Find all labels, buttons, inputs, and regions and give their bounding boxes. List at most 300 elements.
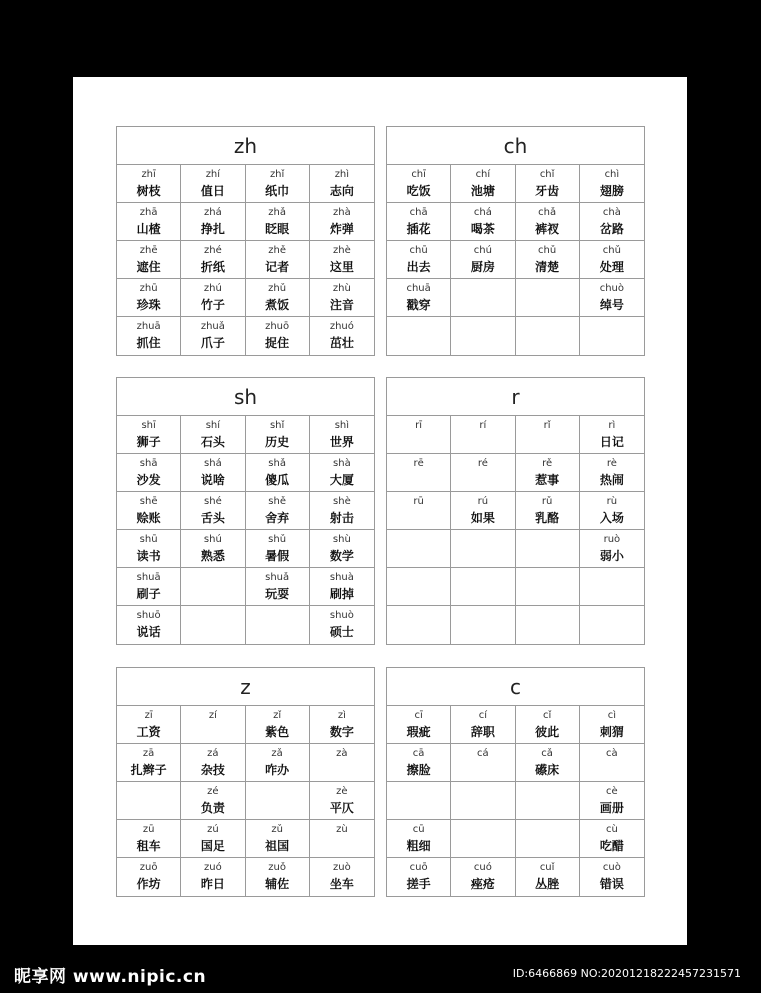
table-cell bbox=[580, 317, 644, 355]
table-cell bbox=[246, 744, 310, 782]
pinyin-label: shǎ bbox=[268, 458, 286, 469]
table-cell bbox=[580, 706, 644, 744]
table-cell bbox=[451, 568, 515, 606]
table-grid bbox=[117, 416, 374, 644]
table-cell bbox=[246, 317, 310, 355]
word-label: 负责 bbox=[200, 801, 225, 815]
pinyin-label: zuò bbox=[333, 862, 351, 873]
word-label: 山楂 bbox=[136, 222, 161, 236]
table-cell bbox=[181, 820, 245, 858]
word-label: 礤床 bbox=[535, 763, 560, 777]
word-label: 抓住 bbox=[136, 336, 161, 350]
table-cell bbox=[117, 454, 181, 492]
table-cell bbox=[580, 279, 644, 317]
table-cell bbox=[117, 203, 181, 241]
table-cell bbox=[387, 530, 451, 568]
word-label: 世界 bbox=[329, 435, 354, 449]
pinyin-label: zuǒ bbox=[268, 862, 286, 873]
table-cell bbox=[181, 606, 245, 644]
pinyin-label: chǔ bbox=[538, 245, 557, 256]
table-grid bbox=[387, 416, 644, 644]
table-cell bbox=[181, 165, 245, 203]
table-zh bbox=[116, 126, 375, 356]
word-label: 日记 bbox=[599, 435, 624, 449]
pinyin-label: cà bbox=[606, 748, 618, 759]
table-cell bbox=[246, 241, 310, 279]
pinyin-label: cuǐ bbox=[539, 862, 555, 873]
pinyin-label: rǐ bbox=[543, 420, 551, 431]
pinyin-label: zhì bbox=[334, 169, 350, 180]
pinyin-label: shè bbox=[333, 496, 351, 507]
table-cell bbox=[451, 492, 515, 530]
table-cell bbox=[580, 820, 644, 858]
pinyin-label: rí bbox=[479, 420, 487, 431]
table-cell bbox=[246, 530, 310, 568]
word-label: 厨房 bbox=[470, 260, 495, 274]
table-cell bbox=[246, 606, 310, 644]
pinyin-label: chǐ bbox=[539, 169, 555, 180]
table-cell bbox=[117, 606, 181, 644]
table-header: zh bbox=[117, 127, 374, 165]
table-grid bbox=[117, 706, 374, 896]
word-label: 狮子 bbox=[136, 435, 161, 449]
word-label: 戳穿 bbox=[406, 298, 431, 312]
word-label: 入场 bbox=[599, 511, 624, 525]
table-cell bbox=[580, 165, 644, 203]
table-cell bbox=[246, 858, 310, 896]
table-cell bbox=[181, 744, 245, 782]
table-cell bbox=[387, 165, 451, 203]
word-label: 昨日 bbox=[200, 877, 225, 891]
pinyin-label: zhuō bbox=[265, 321, 290, 332]
table-cell bbox=[387, 820, 451, 858]
table-cell bbox=[580, 744, 644, 782]
table-cell bbox=[580, 530, 644, 568]
pinyin-label: cè bbox=[606, 786, 618, 797]
pinyin-label: zhè bbox=[333, 245, 351, 256]
pinyin-label: shuǎ bbox=[265, 572, 290, 583]
table-cell bbox=[516, 530, 580, 568]
pinyin-label: zuō bbox=[139, 862, 158, 873]
word-label: 彼此 bbox=[535, 725, 560, 739]
word-label: 翅膀 bbox=[599, 184, 624, 198]
table-cell bbox=[310, 241, 374, 279]
table-cell bbox=[516, 820, 580, 858]
pinyin-label: chú bbox=[473, 245, 492, 256]
table-cell bbox=[451, 706, 515, 744]
pinyin-label: cì bbox=[607, 710, 617, 721]
pinyin-label: zhé bbox=[204, 245, 222, 256]
pinyin-label: shé bbox=[204, 496, 222, 507]
table-cell bbox=[516, 782, 580, 820]
word-label: 插花 bbox=[406, 222, 431, 236]
word-label: 乳酪 bbox=[535, 511, 560, 525]
word-label: 绰号 bbox=[599, 298, 624, 312]
pinyin-label: rī bbox=[415, 420, 423, 431]
table-cell bbox=[117, 858, 181, 896]
table-cell bbox=[246, 568, 310, 606]
table-cell bbox=[451, 530, 515, 568]
word-label: 丛脞 bbox=[535, 877, 560, 891]
table-cell bbox=[580, 492, 644, 530]
table-cell bbox=[310, 782, 374, 820]
word-label: 咋办 bbox=[265, 763, 290, 777]
table-cell bbox=[181, 203, 245, 241]
word-label: 硕士 bbox=[329, 625, 354, 639]
table-cell bbox=[117, 279, 181, 317]
pinyin-label: zhà bbox=[333, 207, 351, 218]
word-label: 坐车 bbox=[329, 877, 354, 891]
table-cell bbox=[516, 706, 580, 744]
table-cell bbox=[117, 706, 181, 744]
word-label: 作坊 bbox=[136, 877, 161, 891]
pinyin-label: rì bbox=[608, 420, 616, 431]
word-label: 珍珠 bbox=[136, 298, 161, 312]
pinyin-label: shuà bbox=[329, 572, 354, 583]
pinyin-label: shí bbox=[205, 420, 221, 431]
pinyin-label: zù bbox=[336, 824, 348, 835]
pinyin-label: cū bbox=[412, 824, 425, 835]
pinyin-label: chí bbox=[475, 169, 491, 180]
pinyin-label: zè bbox=[336, 786, 348, 797]
table-cell bbox=[516, 279, 580, 317]
table-cell bbox=[181, 279, 245, 317]
pinyin-label: shuō bbox=[136, 610, 161, 621]
pinyin-label: cá bbox=[477, 748, 489, 759]
word-label: 读书 bbox=[136, 549, 161, 563]
word-label: 如果 bbox=[470, 511, 495, 525]
table-cell bbox=[117, 317, 181, 355]
table-cell bbox=[310, 706, 374, 744]
word-label: 舍弃 bbox=[265, 511, 290, 525]
table-cell bbox=[181, 317, 245, 355]
table-cell bbox=[516, 606, 580, 644]
pinyin-label: shā bbox=[139, 458, 158, 469]
table-cell bbox=[117, 744, 181, 782]
table-cell bbox=[387, 492, 451, 530]
pinyin-label: shē bbox=[139, 496, 158, 507]
word-label: 大厦 bbox=[329, 473, 354, 487]
table-cell bbox=[310, 606, 374, 644]
pinyin-label: shū bbox=[139, 534, 158, 545]
word-label: 工资 bbox=[136, 725, 161, 739]
pinyin-label: chuā bbox=[406, 283, 431, 294]
table-cell bbox=[387, 706, 451, 744]
pinyin-label: zhē bbox=[139, 245, 158, 256]
word-label: 茁壮 bbox=[329, 336, 354, 350]
word-label: 杂技 bbox=[200, 763, 225, 777]
pinyin-label: zà bbox=[336, 748, 348, 759]
word-label: 志向 bbox=[329, 184, 354, 198]
word-label: 说啥 bbox=[200, 473, 225, 487]
word-label: 爪子 bbox=[200, 336, 225, 350]
pinyin-label: shá bbox=[204, 458, 222, 469]
table-cell bbox=[246, 782, 310, 820]
word-label: 玩耍 bbox=[265, 587, 290, 601]
word-label: 数字 bbox=[329, 725, 354, 739]
table-header: c bbox=[387, 668, 644, 706]
table-cell bbox=[310, 820, 374, 858]
table-cell bbox=[246, 165, 310, 203]
pinyin-label: zá bbox=[207, 748, 219, 759]
pinyin-label: zí bbox=[208, 710, 217, 721]
table-cell bbox=[246, 279, 310, 317]
word-label: 射击 bbox=[329, 511, 354, 525]
pinyin-label: zhuó bbox=[329, 321, 354, 332]
pinyin-label: rē bbox=[413, 458, 424, 469]
word-label: 记者 bbox=[265, 260, 290, 274]
pinyin-label: cuó bbox=[473, 862, 492, 873]
table-cell bbox=[387, 454, 451, 492]
word-label: 辞职 bbox=[470, 725, 495, 739]
word-label: 痤疮 bbox=[470, 877, 495, 891]
word-label: 眨眼 bbox=[265, 222, 290, 236]
word-label: 挣扎 bbox=[200, 222, 225, 236]
pinyin-label: shú bbox=[203, 534, 222, 545]
pinyin-label: shà bbox=[333, 458, 351, 469]
pinyin-label: chǎ bbox=[538, 207, 557, 218]
table-cell bbox=[580, 241, 644, 279]
word-label: 捉住 bbox=[265, 336, 290, 350]
word-label: 错误 bbox=[599, 877, 624, 891]
word-label: 暑假 bbox=[265, 549, 290, 563]
word-label: 树枝 bbox=[136, 184, 161, 198]
pinyin-label: chá bbox=[473, 207, 492, 218]
table-cell bbox=[181, 568, 245, 606]
word-label: 煮饭 bbox=[265, 298, 290, 312]
table-cell bbox=[246, 454, 310, 492]
table-cell bbox=[451, 203, 515, 241]
word-label: 遮住 bbox=[136, 260, 161, 274]
table-cell bbox=[580, 416, 644, 454]
table-cell bbox=[387, 858, 451, 896]
word-label: 处理 bbox=[599, 260, 624, 274]
table-cell bbox=[516, 858, 580, 896]
pinyin-label: zú bbox=[207, 824, 219, 835]
table-cell bbox=[580, 454, 644, 492]
word-label: 吃醋 bbox=[599, 839, 624, 853]
table-cell bbox=[451, 317, 515, 355]
pinyin-label: cǐ bbox=[542, 710, 552, 721]
table-cell bbox=[451, 782, 515, 820]
word-label: 扎辫子 bbox=[130, 763, 167, 777]
pinyin-label: shǐ bbox=[269, 420, 285, 431]
word-label: 国足 bbox=[200, 839, 225, 853]
pinyin-label: chì bbox=[604, 169, 620, 180]
word-label: 吃饭 bbox=[406, 184, 431, 198]
table-cell bbox=[117, 241, 181, 279]
word-label: 数学 bbox=[329, 549, 354, 563]
table-cell bbox=[387, 416, 451, 454]
pinyin-label: zhě bbox=[268, 245, 286, 256]
word-label: 擦脸 bbox=[406, 763, 431, 777]
word-label: 辅佐 bbox=[265, 877, 290, 891]
table-cell bbox=[387, 203, 451, 241]
pinyin-label: rú bbox=[477, 496, 489, 507]
word-label: 搓手 bbox=[406, 877, 431, 891]
word-label: 傻瓜 bbox=[265, 473, 290, 487]
word-label: 热闹 bbox=[599, 473, 624, 487]
table-cell bbox=[387, 744, 451, 782]
word-label: 牙齿 bbox=[535, 184, 560, 198]
watermark-id: ID:6466869 NO:20201218222457231571 bbox=[512, 967, 741, 980]
word-label: 喝茶 bbox=[470, 222, 495, 236]
table-cell bbox=[451, 820, 515, 858]
word-label: 惹事 bbox=[535, 473, 560, 487]
word-label: 祖国 bbox=[265, 839, 290, 853]
word-label: 弱小 bbox=[599, 549, 624, 563]
table-cell bbox=[451, 606, 515, 644]
table-cell bbox=[117, 492, 181, 530]
table-cell bbox=[580, 606, 644, 644]
table-cell bbox=[181, 241, 245, 279]
table-cell bbox=[451, 858, 515, 896]
pinyin-label: rù bbox=[606, 496, 618, 507]
table-cell bbox=[580, 782, 644, 820]
pinyin-label: zhú bbox=[203, 283, 222, 294]
pinyin-label: chī bbox=[411, 169, 426, 180]
table-cell bbox=[451, 279, 515, 317]
pinyin-label: chā bbox=[409, 207, 428, 218]
table-cell bbox=[516, 165, 580, 203]
table-cell bbox=[451, 241, 515, 279]
pinyin-label: zā bbox=[142, 748, 155, 759]
table-cell bbox=[117, 530, 181, 568]
word-label: 这里 bbox=[329, 260, 354, 274]
table-cell bbox=[310, 203, 374, 241]
pinyin-label: zhí bbox=[205, 169, 221, 180]
table-cell bbox=[387, 241, 451, 279]
table-grid bbox=[117, 165, 374, 355]
pinyin-label: zuó bbox=[204, 862, 222, 873]
word-label: 炸弹 bbox=[329, 222, 354, 236]
word-label: 刺猬 bbox=[599, 725, 624, 739]
table-cell bbox=[310, 416, 374, 454]
table-cell bbox=[516, 241, 580, 279]
table-cell bbox=[387, 568, 451, 606]
pinyin-label: zǎ bbox=[271, 748, 283, 759]
table-cell bbox=[246, 706, 310, 744]
worksheet-page bbox=[73, 77, 687, 945]
word-label: 石头 bbox=[200, 435, 225, 449]
table-cell bbox=[451, 744, 515, 782]
table-cell bbox=[310, 454, 374, 492]
pinyin-label: rū bbox=[413, 496, 424, 507]
table-cell bbox=[310, 530, 374, 568]
pinyin-label: shì bbox=[334, 420, 350, 431]
pinyin-label: zǔ bbox=[271, 824, 283, 835]
table-z bbox=[116, 667, 375, 897]
table-cell bbox=[246, 416, 310, 454]
table-cell bbox=[516, 416, 580, 454]
pinyin-label: chuò bbox=[599, 283, 625, 294]
table-r bbox=[386, 377, 645, 645]
pinyin-label: shǔ bbox=[268, 534, 287, 545]
pinyin-label: zì bbox=[337, 710, 346, 721]
pinyin-label: cī bbox=[414, 710, 423, 721]
table-cell bbox=[310, 492, 374, 530]
pinyin-label: chà bbox=[602, 207, 621, 218]
pinyin-label: cù bbox=[605, 824, 618, 835]
table-cell bbox=[310, 858, 374, 896]
word-label: 舌头 bbox=[200, 511, 225, 525]
word-label: 紫色 bbox=[265, 725, 290, 739]
word-label: 赊账 bbox=[136, 511, 161, 525]
pinyin-label: zhuǎ bbox=[200, 321, 225, 332]
pinyin-label: shě bbox=[268, 496, 286, 507]
table-cell bbox=[181, 454, 245, 492]
word-label: 池塘 bbox=[470, 184, 495, 198]
word-label: 平仄 bbox=[329, 801, 354, 815]
table-cell bbox=[310, 165, 374, 203]
table-cell bbox=[516, 203, 580, 241]
pinyin-label: cā bbox=[412, 748, 425, 759]
table-cell bbox=[451, 416, 515, 454]
watermark-brand: 昵享网 www.nipic.cn bbox=[14, 967, 207, 987]
pinyin-label: rǔ bbox=[541, 496, 553, 507]
table-cell bbox=[181, 530, 245, 568]
pinyin-label: zhū bbox=[139, 283, 158, 294]
table-header: z bbox=[117, 668, 374, 706]
table-cell bbox=[451, 454, 515, 492]
pinyin-label: chū bbox=[409, 245, 428, 256]
pinyin-label: shuā bbox=[136, 572, 161, 583]
word-label: 注音 bbox=[329, 298, 354, 312]
word-label: 纸巾 bbox=[265, 184, 290, 198]
pinyin-label: shī bbox=[141, 420, 156, 431]
table-cell bbox=[387, 317, 451, 355]
word-label: 沙发 bbox=[136, 473, 161, 487]
pinyin-label: cuō bbox=[409, 862, 428, 873]
table-cell bbox=[246, 820, 310, 858]
pinyin-label: zǐ bbox=[273, 710, 282, 721]
pinyin-label: zhā bbox=[139, 207, 158, 218]
table-grid bbox=[387, 706, 644, 896]
table-cell bbox=[516, 568, 580, 606]
table-cell bbox=[387, 279, 451, 317]
table-header: ch bbox=[387, 127, 644, 165]
pinyin-label: zhuā bbox=[136, 321, 161, 332]
word-label: 值日 bbox=[200, 184, 225, 198]
table-ch bbox=[386, 126, 645, 356]
table-cell bbox=[246, 203, 310, 241]
table-header: r bbox=[387, 378, 644, 416]
table-cell bbox=[516, 492, 580, 530]
word-label: 熟悉 bbox=[200, 549, 225, 563]
pinyin-label: ré bbox=[477, 458, 488, 469]
table-cell bbox=[181, 706, 245, 744]
pinyin-label: zhá bbox=[204, 207, 222, 218]
word-label: 出去 bbox=[406, 260, 431, 274]
word-label: 岔路 bbox=[599, 222, 624, 236]
word-label: 租车 bbox=[136, 839, 161, 853]
pinyin-label: cuò bbox=[602, 862, 621, 873]
pinyin-label: zhǎ bbox=[268, 207, 286, 218]
word-label: 裤衩 bbox=[535, 222, 560, 236]
pinyin-label: shuò bbox=[329, 610, 354, 621]
word-label: 瑕疵 bbox=[406, 725, 431, 739]
table-cell bbox=[181, 416, 245, 454]
pinyin-label: zhù bbox=[332, 283, 351, 294]
word-label: 清楚 bbox=[535, 260, 560, 274]
table-cell bbox=[310, 744, 374, 782]
word-label: 竹子 bbox=[200, 298, 225, 312]
word-label: 刷子 bbox=[136, 587, 161, 601]
table-cell bbox=[387, 782, 451, 820]
pinyin-label: ruò bbox=[603, 534, 621, 545]
word-label: 历史 bbox=[265, 435, 290, 449]
table-cell bbox=[580, 203, 644, 241]
